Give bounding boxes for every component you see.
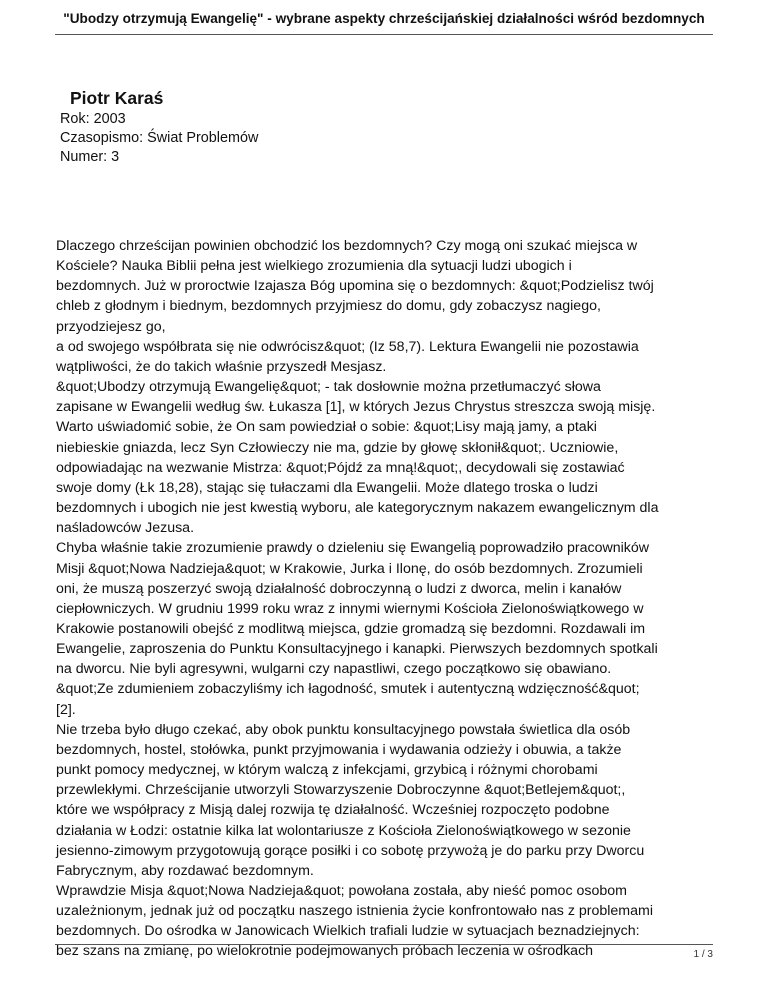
body-line: uzależnionym, jednak już od początku naszego istnienia życie konfrontowało nas z problemami [56,903,653,920]
body-line: przyodziejesz go, [56,318,166,335]
body-line: bezdomnych. Do ośrodka w Janowicach Wielkich trafiali ludzie w sytuacjach beznadziejnych: [56,923,640,940]
body-line: jesienno-zimowym przygotowują gorące posiłki i co sobotę przywożą je do parku przy Dworcu [56,842,645,859]
meta-journal: Czasopismo: Świat Problemów [60,130,259,146]
body-line: bez szans na zmianę, po wielokrotnie podejmowanych próbach leczenia w ośrodkach [56,943,594,960]
body-line: Ewangelie, zaproszenia do Punktu Konsultacyjnego i kanapki. Pierwszych bezdomnych spotkali [56,641,658,658]
body-line: Krakowie postanowili obejść z modlitwą miejsca, gdzie gromadzą się bezdomni. Rozdawali im [56,620,646,637]
body-line: swoje domy (Łk 18,28), stając się tułaczami dla Ewangelii. Może dlatego troska o ludzi [56,479,598,496]
header-divider [55,34,713,35]
body-line: &quot;Ubodzy otrzymują Ewangelię&quot; - tak dosłownie można przetłumaczyć słowa [56,379,601,396]
body-line: [2]. [56,701,76,718]
body-line: zapisane w Ewangelii według św. Łukasza [1], w których Jezus Chrystus streszcza swoją misję. [56,399,656,416]
body-line: bezdomnych i ubogich nie jest kwestią wyboru, ale kategorycznym nakazem ewangelicznym dla [56,500,659,517]
page-header-title: "Ubodzy otrzymują Ewangelię" - wybrane aspekty chrześcijańskiej działalności wśród bezdomnych [63,11,705,26]
footer-divider [55,944,713,945]
article-meta [60,110,258,167]
body-line: które we współpracy z Misją dalej rozwija tę działalność. Wcześniej rozpoczęto podobne [56,802,610,819]
body-line: odpowiadając na wezwanie Mistrza: &quot;Pójdź za mną!&quot;, decydowali się zostawiać [56,459,625,476]
body-line: oni, że muszą poszerzyć swoją działalność dobroczynną o ludzi z dworca, melin i kanałów [56,580,622,597]
body-line: niebieskie gniazda, lecz Syn Człowieczy nie ma, gdzie by głowę skłonił&quot;. Uczniowie, [56,439,619,456]
body-line: Misji &quot;Nowa Nadzieja&quot; w Krakowie, Jurka i Ilonę, do osób bezdomnych. Zrozumieli [56,560,643,577]
meta-issue: Numer: 3 [60,149,120,165]
body-line: Nie trzeba było długo czekać, aby obok punktu konsultacyjnego powstała świetlica dla osób [56,721,631,738]
body-line: na dworcu. Nie byli agresywni, wulgarni czy napastliwi, czego początkowo się obawiano. [56,661,612,678]
body-line: przewlekłymi. Chrześcijanie utworzyli Stowarzyszenie Dobroczynne &quot;Betlejem&quot;, [56,782,626,799]
body-line: naśladowców Jezusa. [56,520,195,537]
body-line: Kościele? Nauka Biblii pełna jest wielkiego zrozumienia dla sytuacji ludzi ubogich i [56,258,572,275]
page-number: 1 / 3 [693,949,713,960]
article-author: Piotr Karaś [70,88,164,108]
body-line: &quot;Ze zdumieniem zobaczyliśmy ich łagodność, smutek i autentyczną wdzięczność&quot; [56,681,640,698]
body-line: a od swojego współbrata się nie odwrócisz&quot; (Iz 58,7). Lektura Ewangelii nie pozostawia [56,338,639,355]
body-line: Chyba właśnie takie zrozumienie prawdy o dzieleniu się Ewangelią poprowadziło pracowników [56,540,650,557]
body-line: punkt pomocy medycznej, w którym walczą z infekcjami, grzybicą i różnymi chorobami [56,762,598,779]
body-line: działania w Łodzi: ostatnie kilka lat wolontariusze z Kościoła Zielonoświątkowego w sezonie [56,822,631,839]
body-line: wątpliwości, że do takich właśnie przyszedł Mesjasz. [56,358,387,375]
body-line: Wprawdzie Misja &quot;Nowa Nadzieja&quot; powołana została, aby nieść pomoc osobom [56,883,627,899]
body-line: Fabrycznym, aby rozdawać bezdomnym. [56,862,314,879]
body-line: Dlaczego chrześcijan powinien obchodzić los bezdomnych? Czy mogą oni szukać miejsca w [56,238,638,254]
body-line: chleb z głodnym i biednym, bezdomnych przyjmiesz do domu, gdy zobaczysz nagiego, [56,298,601,315]
body-line: Warto uświadomić sobie, że On sam powiedział o sobie: &quot;Lisy mają jamy, a ptaki [56,419,597,436]
meta-year: Rok: 2003 [60,111,126,127]
article-body [56,236,658,962]
body-line: ciepłowniczych. W grudniu 1999 roku wraz z innymi wiernymi Kościoła Zielonoświątkowego w [56,600,644,617]
body-line: bezdomnych, hostel, stołówka, punkt przyjmowania i wydawania odzieży i obuwia, a także [56,741,622,758]
body-line: bezdomnych. Już w proroctwie Izajasza Bóg upomina się o bezdomnych: &quot;Podzielisz twój [56,278,654,295]
